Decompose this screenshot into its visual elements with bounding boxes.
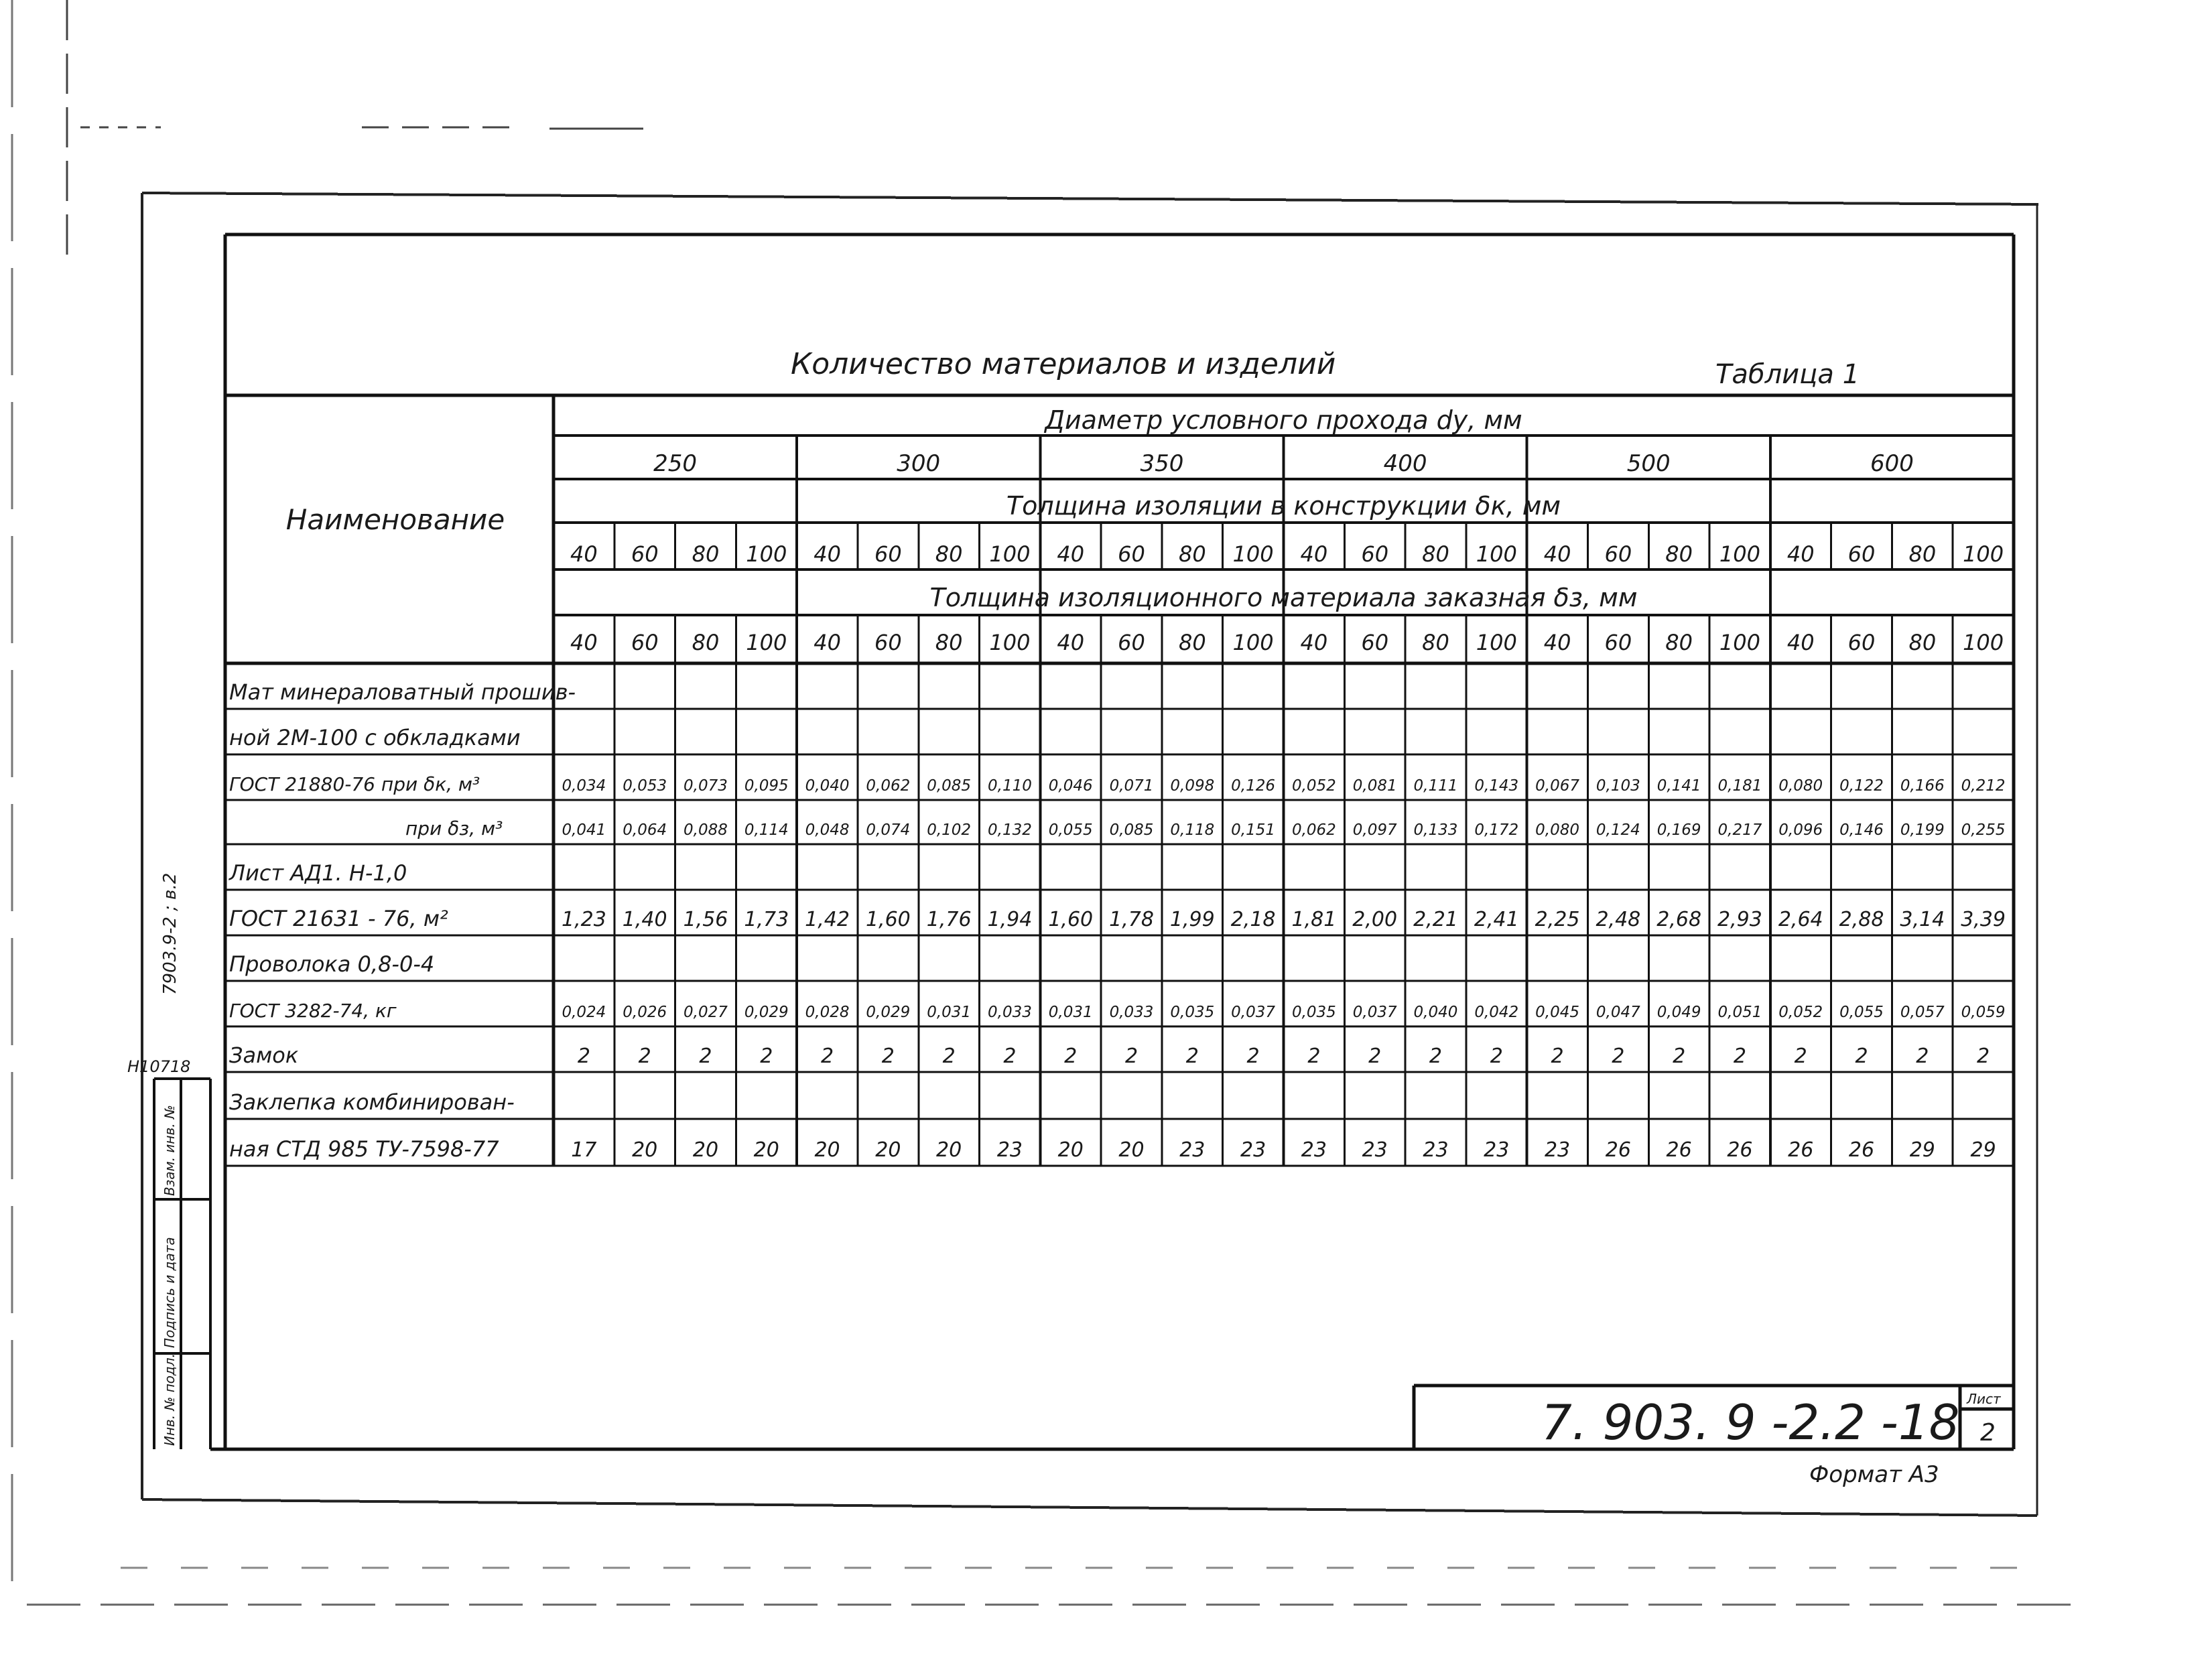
insulation-thickness-cell: 40 — [1786, 541, 1815, 567]
row-name: ГОСТ 3282-74, кг — [229, 1000, 397, 1022]
table-cell: 1,76 — [926, 908, 972, 931]
material-thickness-cell: 40 — [570, 630, 598, 655]
table-cell: 1,99 — [1169, 908, 1215, 931]
material-thickness-cell: 100 — [1719, 630, 1760, 655]
table-cell: 0,074 — [866, 821, 911, 839]
table-cell: 0,045 — [1535, 1004, 1579, 1021]
insulation-thickness-cell: 40 — [1057, 541, 1085, 567]
table-cell: 3,39 — [1961, 908, 2006, 931]
table-cell: 0,199 — [1900, 821, 1945, 839]
table-cell: 0,085 — [1109, 821, 1154, 839]
table-cell: 2 — [1855, 1045, 1868, 1068]
table-cell: 1,81 — [1291, 908, 1337, 931]
table-cell: 20 — [632, 1138, 658, 1162]
insulation-thickness-cell: 100 — [1476, 541, 1517, 567]
quantity-table — [225, 395, 2014, 1166]
insulation-thickness-cell: 60 — [1118, 541, 1145, 567]
table-cell: 26 — [1605, 1138, 1631, 1162]
material-thickness-cell: 80 — [1665, 630, 1693, 655]
table-cell: 0,027 — [684, 1004, 728, 1021]
table-cell: 20 — [692, 1138, 719, 1162]
table-cell: 0,026 — [623, 1004, 667, 1021]
table-cell: 23 — [1362, 1138, 1388, 1162]
table-cell: 2 — [1368, 1045, 1382, 1068]
inv-code: Н10718 — [127, 1057, 191, 1076]
table-cell: 0,052 — [1778, 1004, 1823, 1021]
format-label: Формат А3 — [1809, 1461, 1939, 1488]
table-cell: 2 — [638, 1045, 651, 1068]
table-cell: 0,166 — [1900, 777, 1945, 795]
table-cell: 0,081 — [1352, 777, 1397, 795]
insulation-thickness-cell: 80 — [1178, 541, 1206, 567]
insulation-thickness-cell: 100 — [989, 541, 1031, 567]
table-cell: 0,049 — [1656, 1004, 1701, 1021]
table-cell: 0,096 — [1778, 821, 1823, 839]
document-number: 7. 903. 9 -2.2 -18 — [1541, 1394, 1960, 1451]
table-cell: 0,098 — [1170, 777, 1215, 795]
table-cell: 0,037 — [1231, 1004, 1276, 1021]
insulation-thickness-header: Толщина изоляции в конструкции δк, мм — [1006, 491, 1561, 521]
table-cell: 2 — [942, 1045, 956, 1068]
table-cell: 0,067 — [1535, 777, 1579, 795]
insulation-thickness-cell: 60 — [874, 541, 902, 567]
table-cell: 2,00 — [1352, 908, 1398, 931]
table-cell: 23 — [1423, 1138, 1449, 1162]
table-cell: 1,73 — [744, 908, 789, 931]
table-cell: 0,073 — [684, 777, 728, 795]
table-cell: 0,088 — [684, 821, 728, 839]
table-cell: 0,046 — [1048, 777, 1093, 795]
table-cell: 0,103 — [1596, 777, 1640, 795]
table-cell: 2,25 — [1535, 908, 1580, 931]
table-cell: 0,151 — [1231, 821, 1276, 839]
table-cell: 2,64 — [1778, 908, 1823, 931]
table-cell: 0,114 — [744, 821, 789, 839]
table-cell: 0,062 — [1291, 821, 1336, 839]
table-cell: 0,080 — [1535, 821, 1579, 839]
diameter-300: 300 — [897, 450, 941, 477]
table-cell: 2,93 — [1717, 908, 1762, 931]
row-name: ГОСТ 21631 - 76, м² — [229, 906, 448, 931]
stamp-replace-inv: Взам. инв. № — [161, 1105, 178, 1196]
sheet-number: 2 — [1980, 1419, 1996, 1447]
insulation-thickness-cell: 100 — [1232, 541, 1274, 567]
table-cell: 0,169 — [1656, 821, 1701, 839]
table-cell: 0,181 — [1717, 777, 1762, 795]
table-cell: 26 — [1788, 1138, 1814, 1162]
material-thickness-cell: 80 — [692, 630, 720, 655]
table-cell: 2 — [1490, 1045, 1503, 1068]
row-name: Проволока 0,8-0-4 — [229, 951, 435, 977]
table-cell: 0,118 — [1170, 821, 1215, 839]
table-cell: 23 — [1240, 1138, 1266, 1162]
material-thickness-cell: 100 — [989, 630, 1031, 655]
material-thickness-cell: 40 — [1786, 630, 1815, 655]
table-cell: 0,029 — [744, 1004, 789, 1021]
table-cell: 23 — [1544, 1138, 1571, 1162]
table-cell: 0,059 — [1961, 1004, 2006, 1021]
table-cell: 0,028 — [805, 1004, 850, 1021]
table-cell: 26 — [1727, 1138, 1753, 1162]
material-thickness-cell: 60 — [1604, 630, 1632, 655]
row-name: ная СТД 985 ТУ-7598-77 — [229, 1136, 499, 1162]
table-cell: 1,56 — [683, 908, 728, 931]
table-cell: 0,085 — [927, 777, 972, 795]
table-cell: 20 — [1057, 1138, 1084, 1162]
table-cell: 2 — [1733, 1045, 1746, 1068]
table-cell: 0,062 — [866, 777, 911, 795]
table-cell: 0,132 — [988, 821, 1032, 839]
table-cell: 2 — [881, 1045, 895, 1068]
table-cell: 2 — [577, 1045, 590, 1068]
table-cell: 0,057 — [1900, 1004, 1945, 1021]
table-cell: 0,217 — [1717, 821, 1762, 839]
insulation-thickness-cell: 60 — [631, 541, 659, 567]
table-cell: 20 — [1118, 1138, 1145, 1162]
table-cell: 0,133 — [1413, 821, 1458, 839]
table-cell: 0,071 — [1109, 777, 1154, 795]
insulation-thickness-cell: 100 — [746, 541, 787, 567]
table-cell: 0,064 — [623, 821, 667, 839]
insulation-thickness-cell: 80 — [1665, 541, 1693, 567]
insulation-thickness-cell: 80 — [935, 541, 963, 567]
table-cell: 20 — [936, 1138, 962, 1162]
table-cell: 0,124 — [1596, 821, 1640, 839]
table-cell: 26 — [1666, 1138, 1692, 1162]
material-thickness-cell: 40 — [1300, 630, 1328, 655]
table-cell: 2,21 — [1413, 908, 1458, 931]
material-thickness-cell: 100 — [746, 630, 787, 655]
table-cell: 1,94 — [987, 908, 1033, 931]
table-cell: 2 — [1185, 1045, 1199, 1068]
table-cell: 2 — [1307, 1045, 1321, 1068]
table-cell: 2 — [1003, 1045, 1017, 1068]
table-cell: 0,126 — [1231, 777, 1276, 795]
diameter-350: 350 — [1140, 450, 1184, 477]
stamp-original-inv: Инв. № подл. — [161, 1353, 178, 1446]
table-cell: 2 — [821, 1045, 834, 1068]
table-cell: 23 — [1301, 1138, 1327, 1162]
sheet-frame — [142, 193, 2038, 1516]
table-cell: 0,033 — [1109, 1004, 1154, 1021]
table-cell: 0,052 — [1291, 777, 1336, 795]
insulation-thickness-cell: 40 — [814, 541, 841, 567]
table-cell: 2 — [1977, 1045, 1990, 1068]
insulation-thickness-cell: 40 — [570, 541, 598, 567]
insulation-thickness-cell: 80 — [1908, 541, 1937, 567]
table-cell: 0,051 — [1717, 1004, 1762, 1021]
table-cell: 1,60 — [1048, 908, 1094, 931]
diameter-400: 400 — [1383, 450, 1427, 477]
insulation-thickness-cell: 60 — [1604, 541, 1632, 567]
table-cell: 0,031 — [1048, 1004, 1093, 1021]
material-thickness-cell: 40 — [1057, 630, 1085, 655]
insulation-thickness-cell: 60 — [1847, 541, 1876, 567]
sheet-label: Лист — [1967, 1391, 2001, 1407]
table-cell: 2 — [1429, 1045, 1443, 1068]
table-cell: 0,047 — [1596, 1004, 1640, 1021]
table-cell: 2 — [1916, 1045, 1929, 1068]
insulation-thickness-cell: 60 — [1361, 541, 1389, 567]
insulation-thickness-cell: 80 — [692, 541, 720, 567]
row-name: ГОСТ 21880-76 при δк, м³ — [229, 773, 480, 795]
table-cell: 2,88 — [1839, 908, 1884, 931]
material-thickness-cell: 60 — [874, 630, 902, 655]
table-title: Количество материалов и изделий — [791, 347, 1336, 381]
row-name: Заклепка комбинирован- — [229, 1089, 515, 1115]
row-name: Мат минераловатный прошив- — [229, 679, 576, 705]
table-cell: 2,41 — [1474, 908, 1519, 931]
table-cell: 0,034 — [562, 777, 606, 795]
table-cell: 0,111 — [1413, 777, 1458, 795]
table-cell: 0,029 — [866, 1004, 911, 1021]
table-cell: 29 — [1970, 1138, 1996, 1162]
table-cell: 0,042 — [1474, 1004, 1519, 1021]
material-thickness-cell: 60 — [631, 630, 659, 655]
table-cell: 0,055 — [1048, 821, 1093, 839]
table-cell: 0,053 — [623, 777, 667, 795]
material-thickness-cell: 40 — [814, 630, 841, 655]
table-cell: 2 — [1673, 1045, 1686, 1068]
table-cell: 0,143 — [1474, 777, 1519, 795]
material-thickness-cell: 60 — [1361, 630, 1389, 655]
row-name: Лист АД1. Н-1,0 — [229, 860, 407, 886]
table-cell: 0,097 — [1352, 821, 1397, 839]
table-cell: 0,037 — [1352, 1004, 1397, 1021]
table-cell: 2 — [699, 1045, 712, 1068]
table-cell: 20 — [875, 1138, 901, 1162]
material-thickness-cell: 60 — [1847, 630, 1876, 655]
table-cell: 2 — [1794, 1045, 1807, 1068]
table-cell: 0,212 — [1961, 777, 2006, 795]
row-name: ной 2М-100 с обкладками — [229, 725, 521, 750]
table-cell: 0,035 — [1170, 1004, 1215, 1021]
table-cell: 20 — [753, 1138, 779, 1162]
scan-margin-marks — [12, 0, 2077, 1605]
table-cell: 2 — [1124, 1045, 1138, 1068]
table-cell: 0,040 — [1413, 1004, 1458, 1021]
table-cell: 23 — [1179, 1138, 1206, 1162]
stamp-signature-date: Подпись и дата — [161, 1237, 178, 1348]
material-thickness-cell: 40 — [1543, 630, 1571, 655]
table-cell: 2 — [1551, 1045, 1564, 1068]
table-cell: 1,78 — [1109, 908, 1154, 931]
table-cell: 2 — [760, 1045, 773, 1068]
insulation-thickness-cell: 40 — [1300, 541, 1328, 567]
table-cell: 26 — [1848, 1138, 1875, 1162]
table-cell: 2,68 — [1656, 908, 1702, 931]
table-cell: 2 — [1612, 1045, 1625, 1068]
table-cell: 1,23 — [561, 908, 606, 931]
table-cell: 0,102 — [927, 821, 972, 839]
table-cell: 17 — [571, 1138, 597, 1162]
material-thickness-cell: 60 — [1118, 630, 1145, 655]
table-cell: 0,095 — [744, 777, 789, 795]
material-thickness-header: Толщина изоляционного материала заказная δз, мм — [929, 583, 1638, 612]
row-name: Замок — [229, 1043, 299, 1068]
table-cell: 2,18 — [1230, 908, 1276, 931]
material-thickness-cell: 80 — [935, 630, 963, 655]
table-cell: 0,146 — [1839, 821, 1884, 839]
table-cell: 0,031 — [927, 1004, 972, 1021]
table-cell: 0,048 — [805, 821, 850, 839]
table-cell: 29 — [1909, 1138, 1935, 1162]
table-cell: 0,172 — [1474, 821, 1519, 839]
side-code: 7903.9-2 ; в.2 — [160, 872, 180, 995]
insulation-thickness-cell: 80 — [1422, 541, 1449, 567]
table-cell: 0,024 — [562, 1004, 606, 1021]
table-cell: 0,041 — [562, 821, 606, 839]
table-cell: 3,14 — [1900, 908, 1945, 931]
table-cell: 0,033 — [988, 1004, 1032, 1021]
table-cell: 23 — [1484, 1138, 1510, 1162]
table-cell: 0,255 — [1961, 821, 2006, 839]
row-name: при δз, м³ — [405, 817, 503, 840]
table-cell: 0,080 — [1778, 777, 1823, 795]
name-column-header: Наименование — [285, 503, 505, 536]
diameter-600: 600 — [1870, 450, 1914, 477]
table-cell: 0,055 — [1839, 1004, 1884, 1021]
table-cell: 20 — [814, 1138, 840, 1162]
material-thickness-cell: 80 — [1908, 630, 1937, 655]
table-cell: 1,40 — [622, 908, 667, 931]
table-cell: 0,040 — [805, 777, 850, 795]
table-cell: 0,122 — [1839, 777, 1884, 795]
table-cell: 2,48 — [1596, 908, 1641, 931]
table-cell: 0,035 — [1291, 1004, 1336, 1021]
material-thickness-cell: 80 — [1178, 630, 1206, 655]
table-cell: 1,60 — [865, 908, 911, 931]
table-cell: 2 — [1246, 1045, 1260, 1068]
table-cell: 0,110 — [988, 777, 1032, 795]
material-thickness-cell: 100 — [1232, 630, 1274, 655]
insulation-thickness-cell: 100 — [1963, 541, 2004, 567]
insulation-thickness-cell: 100 — [1719, 541, 1760, 567]
table-cell: 0,141 — [1656, 777, 1701, 795]
material-thickness-cell: 80 — [1422, 630, 1449, 655]
insulation-thickness-cell: 40 — [1543, 541, 1571, 567]
table-cell: 23 — [996, 1138, 1023, 1162]
table-label: Таблица 1 — [1715, 359, 1860, 390]
table-cell: 1,42 — [805, 908, 850, 931]
diameter-header: Диаметр условного прохода dу, мм — [1045, 405, 1522, 435]
diameter-250: 250 — [653, 450, 698, 477]
diameter-500: 500 — [1626, 450, 1671, 477]
material-thickness-cell: 100 — [1963, 630, 2004, 655]
material-thickness-cell: 100 — [1476, 630, 1517, 655]
table-cell: 2 — [1064, 1045, 1078, 1068]
